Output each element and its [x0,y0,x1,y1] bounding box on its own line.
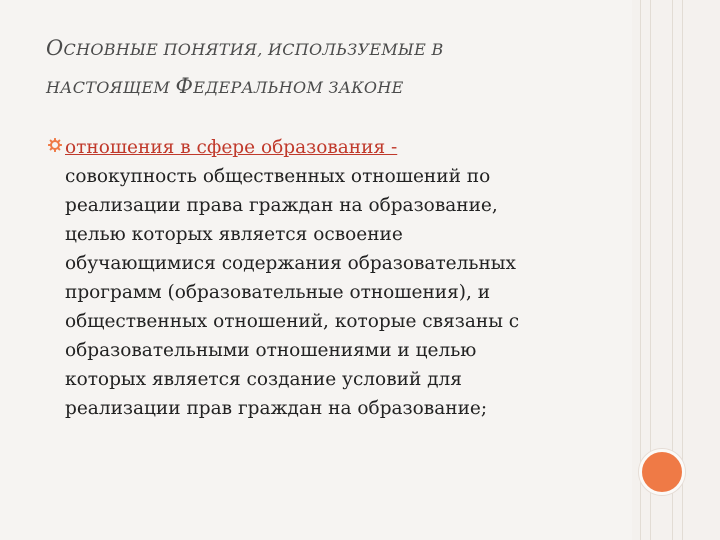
slide-title-line: НАСТОЯЩЕМ ФЕДЕРАЛЬНОМ ЗАКОНЕ [46,74,404,98]
slide-title [46,30,636,106]
definition-line: которых является создание условий для [65,369,462,390]
definition-line: совокупность общественных отношений по [65,166,491,187]
definition-line: реализации прав граждан на образование; [65,398,488,419]
bullet-text [65,133,628,423]
slide-title-line: ОСНОВНЫЕ ПОНЯТИЯ, ИСПОЛЬЗУЕМЫЕ В [46,36,444,60]
definition-line: общественных отношений, которые связаны с [65,311,520,332]
definition-line: образовательными отношениями и целью [65,340,477,361]
defined-term: отношения в сфере образования - [65,137,398,158]
bullet-item [48,133,628,423]
definition-line: обучающимися содержания образовательных [65,253,516,274]
gear-bullet-icon [48,138,62,152]
definition-line: реализации права граждан на образование, [65,195,498,216]
decorative-line [640,0,641,540]
orange-circle-decoration [639,449,685,495]
decorative-line [682,0,683,540]
definition-line: программ (образовательные отношения), и [65,282,491,303]
definition-line: целью которых является освоение [65,224,403,245]
